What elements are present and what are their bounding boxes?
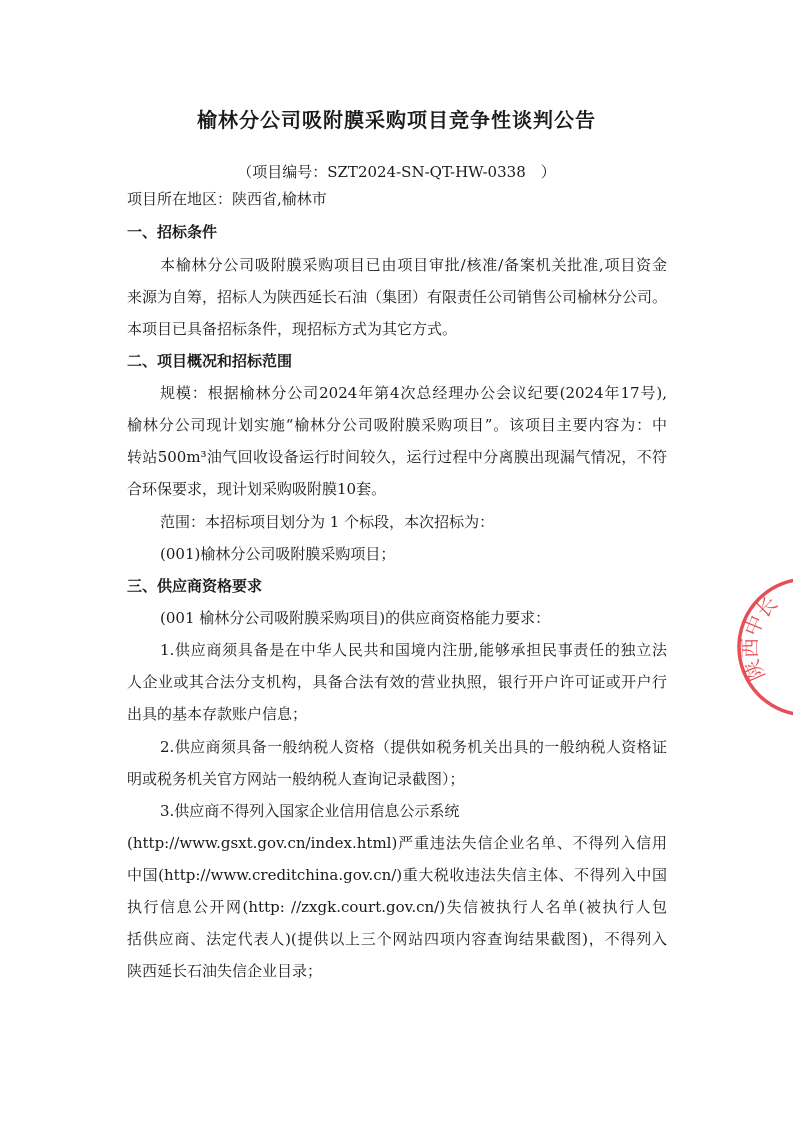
paragraph-line: 来源为自筹，招标人为陕西延长石油（集团）有限责任公司销售公司榆林分公司。 [127,288,668,306]
seal-text [738,591,782,684]
paragraph-line: 执行信息公开网(http: //zxgk.court.gov.cn/)失信被执行人名单(被执行人包 [127,898,667,916]
paragraph-line: 2.供应商须具备一般纳税人资格（提供如税务机关出具的一般纳税人资格证 [160,738,667,756]
paragraph-line: 中国(http://www.creditchina.gov.cn/)重大税收违法失信主体、不得列入中国 [127,866,667,884]
section-heading-bidding-conditions: 一、招标条件 [127,223,218,241]
paragraph-line: 本榆林分公司吸附膜采购项目已由项目审批/核准/备案机关批准,项目资金 [160,256,667,274]
svg-text:陕西中长: 陕西中长 [737,591,783,685]
paragraph-line: 明或税务机关官方网站一般纳税人查询记录截图）； [127,770,465,788]
paragraph-line: 陕西延长石油失信企业目录； [127,962,323,980]
project-number: （项目编号：SZT2024-SN-QT-HW-0338 ） [237,163,556,181]
section-heading-project-overview: 二、项目概况和招标范围 [127,352,293,370]
section-heading-supplier-qualification: 三、供应商资格要求 [127,577,263,595]
paragraph-line: 人企业或其合法分支机构，具备合法有效的营业执照，银行开户许可证或开户行 [127,673,667,691]
paragraph-line: (001 榆林分公司吸附膜采购项目)的供应商资格能力要求： [160,609,551,627]
paragraph-line: 1.供应商须具备是在中华人民共和国境内注册,能够承担民事责任的独立法 [160,641,667,659]
paragraph-line: (001)榆林分公司吸附膜采购项目； [160,545,396,563]
paragraph-line: 合环保要求，现计划采购吸附膜10套。 [127,480,387,498]
project-region: 项目所在地区：陕西省,榆林市 [127,190,327,208]
paragraph-line: 规模：根据榆林分公司2024年第4次总经理办公会议纪要(2024年17号), [160,384,667,402]
paragraph-line: 榆林分公司现计划实施“榆林分公司吸附膜采购项目”。该项目主要内容为：中 [127,416,667,434]
paragraph-line: 范围：本招标项目划分为 1 个标段，本次招标为： [160,513,495,531]
official-seal-stamp [732,572,793,722]
paragraph-line: 转站500m³油气回收设备运行时间较久，运行过程中分离膜出现漏气情况，不符 [127,448,667,466]
paragraph-line: 括供应商、法定代表人)(提供以上三个网站四项内容查询结果截图)，不得列入 [127,930,667,948]
paragraph-line: 3.供应商不得列入国家企业信用信息公示系统 [160,802,460,820]
paragraph-line: (http://www.gsxt.gov.cn/index.html)严重违法失信企业名单、不得列入信用 [127,834,667,852]
paragraph-line: 出具的基本存款账户信息； [127,705,308,723]
paragraph-line: 本项目已具备招标条件，现招标方式为其它方式。 [127,320,458,338]
page-title: 榆林分公司吸附膜采购项目竞争性谈判公告 [197,108,596,132]
